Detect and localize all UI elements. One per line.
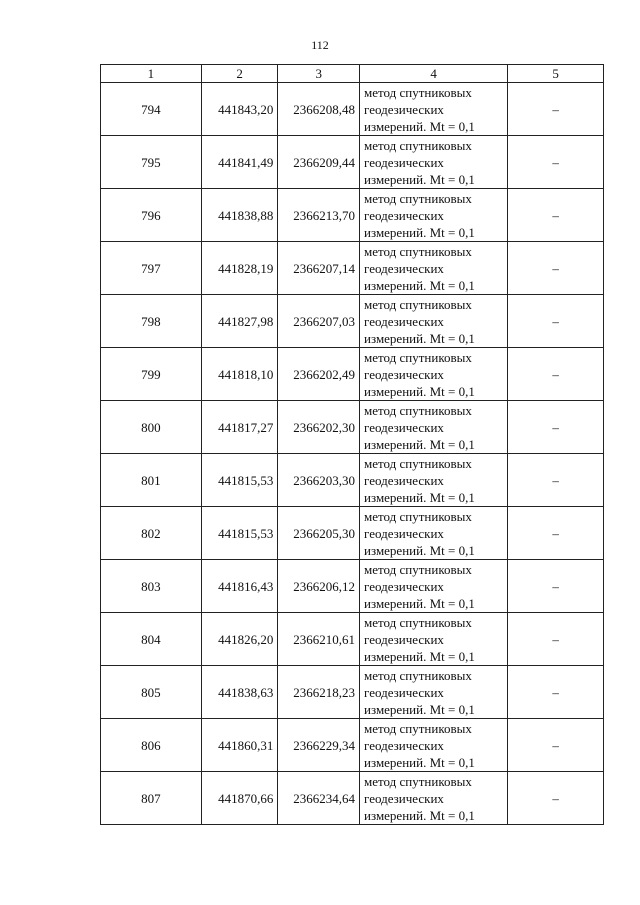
x-coordinate-cell	[201, 666, 278, 719]
table-row	[101, 348, 604, 401]
note-cell	[508, 348, 604, 401]
method-cell-text: метод спутниковых геодезических измерений. Mt = 0,1	[364, 243, 475, 293]
point-number-cell	[101, 83, 202, 136]
note-cell-text: –	[552, 684, 559, 700]
table-row	[101, 613, 604, 666]
note-cell	[508, 242, 604, 295]
table-row	[101, 507, 604, 560]
point-number-cell-text: 800	[141, 419, 161, 435]
column-header-4: 4	[360, 65, 508, 83]
method-cell-text: метод спутниковых геодезических измерений. Mt = 0,1	[364, 667, 475, 717]
table-row	[101, 242, 604, 295]
column-header-1: 1	[101, 65, 202, 83]
y-coordinate-cell-text: 2366210,61	[293, 631, 356, 647]
y-coordinate-cell-text: 2366213,70	[293, 207, 356, 223]
point-number-cell-text: 802	[141, 525, 161, 541]
note-cell	[508, 613, 604, 666]
y-coordinate-cell	[278, 454, 360, 507]
method-cell	[360, 666, 508, 719]
point-number-cell	[101, 772, 202, 825]
y-coordinate-cell	[278, 295, 360, 348]
note-cell-text: –	[552, 631, 559, 647]
method-cell	[360, 295, 508, 348]
x-coordinate-cell-text: 441838,63	[218, 684, 274, 700]
method-cell	[360, 136, 508, 189]
note-cell-text: –	[552, 737, 559, 753]
y-coordinate-cell	[278, 348, 360, 401]
column-header-2: 2	[201, 65, 278, 83]
y-coordinate-cell-text: 2366209,44	[293, 154, 356, 170]
note-cell	[508, 772, 604, 825]
column-header-3: 3	[278, 65, 360, 83]
x-coordinate-cell-text: 441860,31	[218, 737, 274, 753]
note-cell	[508, 507, 604, 560]
x-coordinate-cell	[201, 454, 278, 507]
y-coordinate-cell-text: 2366203,30	[293, 472, 356, 488]
table-row	[101, 560, 604, 613]
point-number-cell-text: 805	[141, 684, 161, 700]
note-cell	[508, 401, 604, 454]
y-coordinate-cell-text: 2366208,48	[293, 101, 356, 117]
table-row	[101, 295, 604, 348]
x-coordinate-cell-text: 441827,98	[218, 313, 274, 329]
note-cell-text: –	[552, 366, 559, 382]
method-cell	[360, 719, 508, 772]
y-coordinate-cell	[278, 401, 360, 454]
note-cell	[508, 454, 604, 507]
y-coordinate-cell	[278, 507, 360, 560]
note-cell-text: –	[552, 578, 559, 594]
y-coordinate-cell	[278, 666, 360, 719]
x-coordinate-cell	[201, 83, 278, 136]
point-number-cell	[101, 719, 202, 772]
x-coordinate-cell	[201, 242, 278, 295]
page-number: 112	[311, 38, 329, 52]
coordinates-table	[100, 64, 604, 825]
note-cell	[508, 136, 604, 189]
method-cell	[360, 507, 508, 560]
x-coordinate-cell-text: 441815,53	[218, 525, 274, 541]
y-coordinate-cell	[278, 772, 360, 825]
note-cell-text: –	[552, 790, 559, 806]
method-cell-text: метод спутниковых геодезических измерений. Mt = 0,1	[364, 508, 475, 558]
x-coordinate-cell-text: 441826,20	[218, 631, 274, 647]
point-number-cell	[101, 136, 202, 189]
table-row	[101, 454, 604, 507]
point-number-cell	[101, 560, 202, 613]
method-cell	[360, 189, 508, 242]
x-coordinate-cell	[201, 772, 278, 825]
table-row	[101, 189, 604, 242]
point-number-cell-text: 803	[141, 578, 161, 594]
column-header-5: 5	[508, 65, 604, 83]
method-cell-text: метод спутниковых геодезических измерений. Mt = 0,1	[364, 773, 475, 823]
note-cell	[508, 666, 604, 719]
y-coordinate-cell	[278, 613, 360, 666]
point-number-cell-text: 795	[141, 154, 161, 170]
method-cell-text: метод спутниковых геодезических измерений. Mt = 0,1	[364, 296, 475, 346]
method-cell	[360, 242, 508, 295]
x-coordinate-cell	[201, 560, 278, 613]
note-cell-text: –	[552, 101, 559, 117]
x-coordinate-cell-text: 441818,10	[218, 366, 274, 382]
y-coordinate-cell-text: 2366218,23	[293, 684, 356, 700]
x-coordinate-cell	[201, 189, 278, 242]
method-cell	[360, 348, 508, 401]
note-cell	[508, 560, 604, 613]
method-cell-text: метод спутниковых геодезических измерений. Mt = 0,1	[364, 349, 475, 399]
point-number-cell-text: 799	[141, 366, 161, 382]
method-cell-text: метод спутниковых геодезических измерений. Mt = 0,1	[364, 561, 475, 611]
x-coordinate-cell	[201, 507, 278, 560]
x-coordinate-cell	[201, 613, 278, 666]
point-number-cell	[101, 295, 202, 348]
y-coordinate-cell	[278, 560, 360, 613]
y-coordinate-cell-text: 2366202,30	[293, 419, 356, 435]
method-cell	[360, 613, 508, 666]
point-number-cell	[101, 613, 202, 666]
x-coordinate-cell-text: 441841,49	[218, 154, 274, 170]
point-number-cell-text: 801	[141, 472, 161, 488]
x-coordinate-cell	[201, 719, 278, 772]
x-coordinate-cell-text: 441815,53	[218, 472, 274, 488]
table-header-row	[101, 65, 604, 83]
y-coordinate-cell-text: 2366207,14	[293, 260, 356, 276]
method-cell	[360, 454, 508, 507]
note-cell	[508, 295, 604, 348]
table-row	[101, 719, 604, 772]
point-number-cell-text: 804	[141, 631, 161, 647]
x-coordinate-cell-text: 441816,43	[218, 578, 274, 594]
y-coordinate-cell	[278, 189, 360, 242]
y-coordinate-cell-text: 2366202,49	[293, 366, 356, 382]
x-coordinate-cell-text: 441838,88	[218, 207, 274, 223]
table-row	[101, 666, 604, 719]
y-coordinate-cell	[278, 136, 360, 189]
point-number-cell-text: 796	[141, 207, 161, 223]
method-cell	[360, 401, 508, 454]
y-coordinate-cell	[278, 719, 360, 772]
table-body	[101, 83, 604, 825]
y-coordinate-cell	[278, 242, 360, 295]
x-coordinate-cell-text: 441817,27	[218, 419, 274, 435]
point-number-cell-text: 798	[141, 313, 161, 329]
method-cell-text: метод спутниковых геодезических измерений. Mt = 0,1	[364, 84, 475, 134]
method-cell-text: метод спутниковых геодезических измерений. Mt = 0,1	[364, 720, 475, 770]
x-coordinate-cell	[201, 295, 278, 348]
x-coordinate-cell-text: 441843,20	[218, 101, 274, 117]
point-number-cell	[101, 348, 202, 401]
note-cell-text: –	[552, 207, 559, 223]
note-cell-text: –	[552, 472, 559, 488]
method-cell-text: метод спутниковых геодезических измерений. Mt = 0,1	[364, 455, 475, 505]
point-number-cell	[101, 454, 202, 507]
table-row	[101, 83, 604, 136]
y-coordinate-cell-text: 2366229,34	[293, 737, 356, 753]
x-coordinate-cell	[201, 136, 278, 189]
point-number-cell-text: 794	[141, 101, 161, 117]
method-cell-text: метод спутниковых геодезических измерений. Mt = 0,1	[364, 137, 475, 187]
y-coordinate-cell-text: 2366206,12	[293, 578, 356, 594]
point-number-cell-text: 807	[141, 790, 161, 806]
x-coordinate-cell	[201, 401, 278, 454]
point-number-cell	[101, 507, 202, 560]
method-cell	[360, 83, 508, 136]
x-coordinate-cell-text: 441870,66	[218, 790, 274, 806]
method-cell-text: метод спутниковых геодезических измерений. Mt = 0,1	[364, 614, 475, 664]
point-number-cell	[101, 189, 202, 242]
point-number-cell	[101, 242, 202, 295]
note-cell-text: –	[552, 525, 559, 541]
note-cell	[508, 189, 604, 242]
y-coordinate-cell-text: 2366205,30	[293, 525, 356, 541]
point-number-cell-text: 806	[141, 737, 161, 753]
point-number-cell-text: 797	[141, 260, 161, 276]
table-row	[101, 772, 604, 825]
table-row	[101, 401, 604, 454]
note-cell	[508, 83, 604, 136]
note-cell	[508, 719, 604, 772]
point-number-cell	[101, 401, 202, 454]
x-coordinate-cell-text: 441828,19	[218, 260, 274, 276]
method-cell	[360, 772, 508, 825]
method-cell-text: метод спутниковых геодезических измерений. Mt = 0,1	[364, 190, 475, 240]
method-cell-text: метод спутниковых геодезических измерений. Mt = 0,1	[364, 402, 475, 452]
note-cell-text: –	[552, 419, 559, 435]
note-cell-text: –	[552, 154, 559, 170]
y-coordinate-cell	[278, 83, 360, 136]
x-coordinate-cell	[201, 348, 278, 401]
note-cell-text: –	[552, 260, 559, 276]
y-coordinate-cell-text: 2366234,64	[293, 790, 356, 806]
y-coordinate-cell-text: 2366207,03	[293, 313, 356, 329]
method-cell	[360, 560, 508, 613]
table-row	[101, 136, 604, 189]
note-cell-text: –	[552, 313, 559, 329]
point-number-cell	[101, 666, 202, 719]
